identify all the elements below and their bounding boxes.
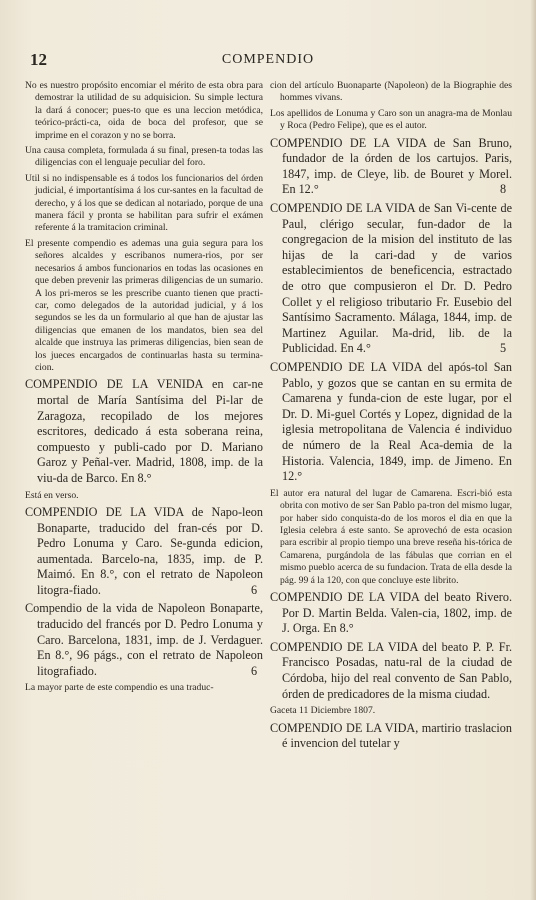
running-title: COMPENDIO (221, 52, 315, 67)
note-paragraph (270, 80, 512, 105)
catalog-entry: COMPENDIO DE LA VIDA de Napo-leon Bonaparte, traducido del fran-cés por D. Pedro Lonuma y Caro. Se-gunda edicion, aumentada. Barcelo-na, 1835, imp. de P. Maimó. En 8.°, con el retrato de Napoleon litogra-fiado. 6 (25, 504, 263, 597)
entry-text: COMPENDIO DE LA VENIDA en car-ne mortal de María Santísima del Pi-lar de Zaragoza, recopilado de los mejores escritores, dedicado á esta soberana reina, compuesto y publi-cado por D. Mariano Garoz y Peñal-ver. Madrid, 1808, imp. de la viu-da de Barco. En 8.° (25, 377, 263, 485)
note-paragraph (25, 490, 263, 502)
entry-text: Util si no indispensable es á todos los funcionarios del órden judicial, é importantísima á los cur-santes en la facultad de derecho, y á los que se dedican al notariado, porque de una manera fácil y pronta se habilitan para sufrir el exámen referente á la tramitacion criminal. (25, 172, 263, 234)
page-header (24, 50, 512, 72)
page-number: 12 (30, 50, 47, 69)
entry-text: Gaceta 11 Diciembre 1807. (270, 705, 376, 717)
note-paragraph (25, 80, 263, 142)
entry-text: Los apellidos de Lonuma y Caro son un anagra-ma de Monlau y Roca (Pedro Felipe), que es el autor. (270, 107, 512, 132)
catalog-entry (270, 721, 512, 752)
note-paragraph (25, 173, 263, 235)
entry-text: cion del artículo Buonaparte (Napoleon) de la Biographie des hommes vivans. (270, 80, 512, 104)
entry-text: COMPENDIO DE LA VIDA, martirio traslacion é invencion del tutelar y (270, 720, 512, 751)
entry-text: El autor era natural del lugar de Camarena. Escri-bió esta obrita con motivo de ser San Pablo pa-tron del mismo lugar, por haber sido conquista-do de los moros el dia en que la Iglesia celebra á este santo. Se aprovechó de esta ocasion para escribir al propio tiempo una breve reseña his-tórica de Camarena, purgándola de las fábulas que corrian en el mismo pueblo acerca de su fundacion. Trata de ella desde la pág. 99 á la 120, con que concluye este librito. (270, 487, 512, 586)
note-paragraph (270, 705, 512, 717)
entry-text: COMPENDIO DE LA VIDA de Napo-leon Bonaparte, traducido del fran-cés por D. Pedro Lonuma y Caro. Se-gunda edicion, aumentada. Barcelo-na, 1835, imp. de P. Maimó. En 8.°, con el retrato de Napoleon litogra-fiado. (25, 504, 263, 597)
catalog-entry (270, 590, 512, 637)
entry-text: La mayor parte de este compendio es una traduc- (25, 682, 214, 694)
entry-text: Compendio de la vida de Napoleon Bonaparte, traducido del francés por D. Pedro Lonuma y Caro. Barcelona, 1831, imp. de J. Verdaguer. En 8.°, 96 págs., con el retrato de Napoleon litografiado. (25, 601, 263, 678)
entry-text: No es nuestro propósito encomiar el mérito de esta obra para demostrar la utilidad de su adquisicion. Su simple lectura la dará á conocer; pues-to que es una leccion metódica, teórico-prácti-ca, oida de boca del profesor, que se imprime en el corazon y no se borra. (25, 80, 263, 141)
left-column (25, 80, 263, 698)
catalog-entry: Compendio de la vida de Napoleon Bonaparte, traducido del francés por D. Pedro Lonuma y Caro. Barcelona, 1831, imp. de J. Verdaguer. En 8.°, 96 págs., con el retrato de Napoleon litografiado. 6 (25, 601, 263, 678)
entry-text: Está en verso. (25, 489, 79, 501)
entry-text: Una causa completa, formulada á su final, presen-ta todas las diligencias con el lenguaje peculiar del foro. (25, 145, 263, 169)
note-paragraph (270, 488, 512, 587)
note-paragraph (25, 145, 263, 170)
catalog-entry: COMPENDIO DE LA VIDA de San Bruno, fundador de la órden de los cartujos. Paris, 1847, imp. de Cleye, lib. de Bouret y Morel. En 12.° 8 (270, 135, 512, 197)
entry-text: COMPENDIO DE LA VIDA del após-tol San Pablo, y gozos que se cantan en su ermita de Camarena y funda-cion de este lugar, por el Dr. D. Mi-guel Cortés y Lopez, dignidad de la iglesia metropolitana de Valencia é individuo de número de la Real Aca-demia de la Historia. Valencia, 1849, imp. de Jimeno. En 12.° (270, 359, 512, 484)
scan-edge-shadow (530, 0, 536, 900)
entry-text: COMPENDIO DE LA VIDA del beato Rivero. Por D. Martin Belda. Valen-cia, 1802, imp. de J. Orga. En 8.° (270, 589, 512, 636)
note-paragraph (270, 108, 512, 133)
entry-text: El presente compendio es ademas una guia segura para los señores alcaldes y escribanos numera-rios, por ser necesarios á ambos funcionarios en todas las ocasiones en que deben prevenir las primeras diligencias de un sumario. A los pri-meros se les prescribe cuanto tienen que practi-car, como delegados de la autoridad judicial, y á los segundos se les da un formulario al que han de ajustar las diligencias que emanen de los mandatos, bien sea del alcalde que instruya las primeras diligencias, bien sean de los jueces encargados de continuarlas hasta su termina-cion. (25, 237, 263, 373)
catalog-entry (25, 377, 263, 486)
right-column (270, 80, 512, 755)
note-paragraph (25, 682, 263, 694)
note-paragraph (25, 238, 263, 374)
entry-text: COMPENDIO DE LA VIDA de San Vi-cente de Paul, clérigo secular, fun-dador de la congregacion de la mision del instituto de las hijas de la cari-dad y de varios establecimientos de beneficencia, estractado de otro que compusieron el Dr. D. Pedro Collet y el religioso tributario Fr. Eusebio del Santísimo Sacramento. Málaga, 1844, imp. de Martinez Aguilar. Ma-drid, lib. de la Publicidad. En 4.° (270, 201, 512, 356)
catalog-entry (270, 640, 512, 702)
entry-text: COMPENDIO DE LA VIDA del beato P. P. Fr. Francisco Posadas, natu-ral de la ciudad de Córdoba, hijo del real convento de San Pablo, órden de predicadores de la misma ciudad. (270, 639, 512, 701)
catalog-entry: COMPENDIO DE LA VIDA de San Vi-cente de Paul, clérigo secular, fun-dador de la congregacion de la mision del instituto de las hijas de la cari-dad y de varios establecimientos de beneficencia, estractado de otro que compusieron el Dr. D. Pedro Collet y el religioso tributario Fr. Eusebio del Santísimo Sacramento. Málaga, 1844, imp. de Martinez Aguilar. Ma-drid, lib. de la Publicidad. En 4.° 5 (270, 201, 512, 356)
entry-text: COMPENDIO DE LA VIDA de San Bruno, fundador de la órden de los cartujos. Paris, 1847, imp. de Cleye, lib. de Bouret y Morel. En 12.° (270, 135, 512, 197)
catalog-entry (270, 360, 512, 485)
